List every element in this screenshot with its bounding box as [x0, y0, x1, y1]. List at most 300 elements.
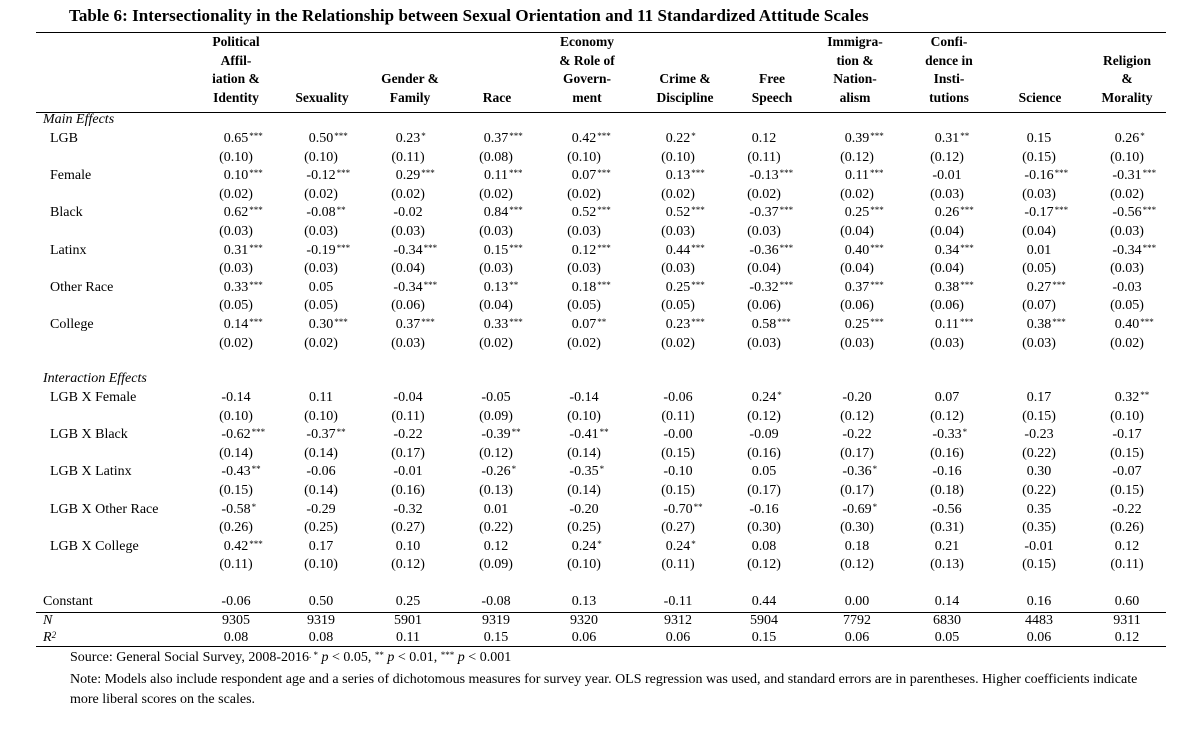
column-header-line: tutions: [929, 89, 969, 105]
se-cell: (0.07): [1022, 298, 1056, 314]
se-cell: (0.03): [304, 224, 338, 239]
se-cell: (0.03): [747, 335, 781, 351]
n-cell: 9311: [1113, 613, 1141, 628]
significance-stars: **: [374, 650, 384, 660]
se-cell: (0.10): [567, 149, 601, 165]
se-cell: (0.12): [930, 149, 964, 165]
se-cell: (0.03): [930, 186, 964, 202]
coef-cell: 0.84***: [483, 205, 523, 221]
coef-cell: 0.29***: [395, 168, 435, 184]
constant-cell: 0.14: [934, 594, 960, 609]
se-cell: (0.03): [219, 261, 253, 277]
coef-cell: 0.37***: [483, 131, 523, 146]
se-cell: (0.04): [391, 261, 425, 277]
se-cell: (0.12): [479, 445, 513, 461]
coef-cell: -0.16: [749, 501, 779, 517]
column-header-line: Govern-: [563, 71, 611, 86]
se-cell: (0.13): [479, 483, 513, 498]
se-cell: (0.03): [1110, 224, 1144, 239]
column-header: [467, 89, 527, 108]
coef-cell: 0.65***: [223, 131, 263, 146]
se-cell: (0.12): [747, 557, 781, 573]
n-cell: 5904: [750, 613, 778, 628]
coef-cell: 0.11***: [484, 168, 523, 184]
column-header-line: alism: [839, 89, 871, 105]
coef-cell: -0.33*: [932, 427, 968, 443]
coef-cell: 0.24*: [571, 538, 602, 554]
se-cell: (0.03): [391, 224, 425, 239]
r2-cell: 0.08: [223, 630, 249, 645]
coef-cell: 0.10***: [223, 168, 263, 184]
coef-cell: -0.41**: [569, 427, 609, 443]
se-cell: (0.25): [304, 520, 338, 536]
se-cell: (0.35): [1022, 520, 1056, 536]
coef-cell: -0.34***: [393, 242, 438, 258]
coef-cell: 0.01: [1026, 242, 1052, 258]
source-line: [70, 649, 511, 667]
se-cell: (0.03): [304, 261, 338, 277]
coef-cell: 0.42***: [571, 131, 611, 146]
coef-cell: 0.44***: [665, 242, 705, 258]
coef-cell: 0.52***: [665, 205, 705, 221]
column-header-line: Nation-: [833, 71, 877, 86]
column-header-line: Political: [212, 34, 260, 49]
coef-cell: 0.18***: [571, 279, 611, 295]
coef-cell: -0.34***: [393, 279, 438, 295]
se-cell: (0.11): [661, 408, 695, 424]
coef-cell: -0.19***: [306, 242, 351, 258]
column-header: [196, 33, 276, 107]
coef-cell: -0.22: [393, 427, 423, 443]
section-label: Interaction Effects: [43, 371, 147, 386]
coef-cell: 0.30***: [308, 317, 348, 332]
se-cell: (0.03): [747, 224, 781, 239]
column-header-line: Confi-: [930, 34, 968, 49]
bottom-rule: [36, 646, 1166, 647]
se-cell: (0.11): [219, 557, 253, 573]
coef-cell: 0.11: [309, 390, 333, 405]
coef-cell: 0.27***: [1026, 279, 1066, 295]
coef-cell: -0.23: [1024, 427, 1054, 443]
coef-cell: -0.35*: [569, 464, 605, 480]
n-cell: 9320: [570, 613, 598, 628]
coef-cell: -0.07: [1112, 464, 1142, 480]
se-cell: (0.05): [1110, 298, 1144, 314]
se-cell: (0.10): [1110, 408, 1144, 424]
se-cell: (0.22): [1022, 445, 1056, 461]
se-cell: (0.25): [567, 520, 601, 536]
coef-cell: 0.52***: [571, 205, 611, 221]
se-cell: (0.11): [1110, 557, 1144, 573]
column-header: [287, 89, 357, 108]
se-cell: (0.30): [840, 520, 874, 536]
row-label: College: [50, 317, 94, 332]
se-cell: (0.30): [747, 520, 781, 536]
n-cell: 5901: [394, 613, 422, 628]
coef-cell: 0.12: [751, 131, 777, 146]
se-cell: (0.12): [840, 408, 874, 424]
coef-cell: 0.05: [751, 464, 777, 480]
r2-cell: 0.12: [1114, 630, 1140, 645]
se-cell: (0.04): [930, 224, 964, 239]
se-cell: (0.15): [219, 483, 253, 498]
n-cell: 9312: [664, 613, 692, 628]
significance-text: p < 0.001: [457, 650, 512, 665]
coef-cell: -0.70**: [663, 501, 703, 517]
column-header-line: Free: [759, 71, 785, 86]
se-cell: (0.11): [391, 149, 425, 165]
r2-cell: 0.06: [844, 630, 870, 645]
se-cell: (0.03): [219, 224, 253, 239]
n-cell: 9319: [307, 613, 335, 628]
se-cell: (0.22): [1022, 483, 1056, 498]
column-header-line: Speech: [751, 89, 793, 105]
coef-cell: 0.31***: [223, 242, 263, 258]
coef-cell: 0.14***: [223, 317, 263, 332]
se-cell: (0.04): [930, 261, 964, 277]
se-cell: (0.11): [391, 408, 425, 424]
se-cell: (0.04): [747, 261, 781, 277]
se-cell: (0.16): [747, 445, 781, 461]
coef-cell: -0.01: [932, 168, 962, 184]
row-label: LGB X Latinx: [50, 464, 132, 480]
se-cell: (0.12): [930, 408, 964, 424]
coef-cell: -0.01: [393, 464, 423, 480]
se-cell: (0.15): [661, 483, 695, 498]
column-header-line: Economy: [560, 34, 614, 49]
se-cell: (0.10): [304, 408, 338, 424]
significance-text: p < 0.05,: [321, 650, 375, 665]
coef-cell: 0.13**: [483, 279, 519, 295]
column-header-line: Family: [389, 89, 431, 105]
se-cell: (0.15): [1110, 483, 1144, 498]
coef-cell: 0.50***: [308, 131, 348, 146]
row-label: LGB X Black: [50, 427, 128, 443]
se-cell: (0.17): [391, 445, 425, 461]
coef-cell: 0.07: [934, 390, 960, 405]
coef-cell: -0.26*: [481, 464, 517, 480]
se-cell: (0.03): [661, 261, 695, 277]
coef-cell: 0.18: [844, 538, 870, 554]
column-header-line: &: [1121, 71, 1133, 86]
se-cell: (0.26): [219, 520, 253, 536]
row-label: LGB X Female: [50, 390, 137, 405]
coef-cell: -0.58*: [221, 501, 257, 517]
column-header: [1087, 52, 1167, 108]
column-header-line: iation &: [212, 71, 260, 86]
coef-cell: 0.30: [1026, 464, 1052, 480]
constant-cell: 0.13: [571, 594, 597, 609]
se-cell: (0.02): [304, 335, 338, 351]
se-cell: (0.02): [391, 186, 425, 202]
coef-cell: 0.34***: [934, 242, 974, 258]
constant-cell: 0.50: [308, 594, 334, 609]
coef-cell: 0.23*: [395, 131, 426, 146]
coef-cell: 0.37***: [844, 279, 884, 295]
column-header-line: Gender &: [381, 71, 439, 86]
se-cell: (0.02): [304, 186, 338, 202]
coef-cell: -0.56: [932, 501, 962, 517]
table-note: Note: Models also include respondent age and a series of dichotomous measures for survey year. OLS regression was used, and standard errors are in parentheses. Higher coefficients indicate more liberal scores on the scales.: [70, 672, 1138, 707]
coef-cell: -0.34***: [1112, 242, 1157, 258]
se-cell: (0.03): [479, 261, 513, 277]
coef-cell: -0.20: [569, 501, 599, 517]
se-cell: (0.13): [930, 557, 964, 573]
coef-cell: 0.25***: [665, 279, 705, 295]
coef-cell: 0.15***: [483, 242, 523, 258]
coef-cell: -0.00: [663, 427, 693, 443]
coef-cell: 0.12: [483, 538, 509, 554]
constant-label: Constant: [43, 594, 93, 609]
coef-cell: 0.25***: [844, 317, 884, 332]
significance-text: p < 0.01,: [387, 650, 441, 665]
coef-cell: -0.31***: [1112, 168, 1157, 184]
se-cell: (0.10): [219, 149, 253, 165]
coef-cell: 0.12: [1114, 538, 1140, 554]
column-header-line: Sexuality: [295, 89, 349, 105]
se-cell: (0.15): [1022, 149, 1056, 165]
stats-rule: [36, 612, 1166, 613]
se-cell: (0.10): [219, 408, 253, 424]
r2-cell: 0.15: [751, 630, 777, 645]
r2-cell: 0.15: [483, 630, 509, 645]
se-cell: (0.10): [304, 149, 338, 165]
coef-cell: 0.11***: [935, 317, 974, 332]
se-cell: (0.02): [840, 186, 874, 202]
se-cell: (0.14): [567, 445, 601, 461]
coef-cell: -0.16***: [1024, 168, 1069, 184]
coef-cell: -0.01: [1024, 538, 1054, 554]
se-cell: (0.03): [661, 224, 695, 239]
column-header-line: Crime &: [659, 71, 711, 86]
coef-cell: -0.17: [1112, 427, 1142, 443]
se-cell: (0.14): [304, 445, 338, 461]
source-separator: .: [308, 650, 314, 660]
se-cell: (0.16): [391, 483, 425, 498]
se-cell: (0.02): [219, 335, 253, 351]
coef-cell: 0.37***: [395, 317, 435, 332]
se-cell: (0.03): [1110, 261, 1144, 277]
se-cell: (0.15): [1110, 445, 1144, 461]
se-cell: (0.09): [479, 557, 513, 573]
column-header: [815, 33, 895, 107]
se-cell: (0.10): [304, 557, 338, 573]
se-cell: (0.02): [1110, 335, 1144, 351]
se-cell: (0.27): [661, 520, 695, 536]
coef-cell: -0.43**: [221, 464, 261, 480]
constant-cell: 0.25: [395, 594, 421, 609]
coef-cell: 0.10: [395, 538, 421, 554]
coef-cell: 0.07**: [571, 317, 607, 332]
coef-cell: -0.04: [393, 390, 423, 405]
coef-cell: -0.05: [481, 390, 511, 405]
coef-cell: 0.32**: [1114, 390, 1150, 405]
se-cell: (0.03): [840, 335, 874, 351]
significance-stars: *: [313, 650, 318, 660]
se-cell: (0.14): [304, 483, 338, 498]
header-rule: [36, 112, 1166, 113]
se-cell: (0.05): [304, 298, 338, 314]
coef-cell: -0.09: [749, 427, 779, 443]
coef-cell: 0.07***: [571, 168, 611, 184]
constant-cell: 0.44: [751, 594, 777, 609]
se-cell: (0.03): [479, 224, 513, 239]
se-cell: (0.02): [567, 335, 601, 351]
constant-cell: 0.60: [1114, 594, 1140, 609]
coef-cell: 0.11***: [845, 168, 884, 184]
se-cell: (0.26): [1110, 520, 1144, 536]
se-cell: (0.03): [1022, 186, 1056, 202]
se-cell: (0.02): [747, 186, 781, 202]
se-cell: (0.03): [391, 335, 425, 351]
column-header: [1010, 89, 1070, 108]
se-cell: (0.06): [747, 298, 781, 314]
se-cell: (0.17): [840, 445, 874, 461]
se-cell: (0.05): [567, 298, 601, 314]
column-header-line: Race: [482, 89, 512, 105]
row-label: Latinx: [50, 242, 87, 258]
coef-cell: 0.24*: [665, 538, 696, 554]
se-cell: (0.05): [661, 298, 695, 314]
se-cell: (0.02): [661, 186, 695, 202]
coef-cell: 0.13***: [665, 168, 705, 184]
column-header: [370, 70, 450, 107]
n-cell: 6830: [933, 613, 961, 628]
coef-cell: 0.05: [308, 279, 334, 295]
constant-cell: 0.00: [844, 594, 870, 609]
r2-cell: 0.11: [396, 630, 420, 645]
se-cell: (0.18): [930, 483, 964, 498]
coef-cell: -0.14: [569, 390, 599, 405]
se-cell: (0.10): [567, 408, 601, 424]
row-label: Other Race: [50, 279, 114, 295]
constant-cell: -0.06: [221, 594, 251, 609]
se-cell: (0.03): [567, 261, 601, 277]
coef-cell: 0.15: [1026, 131, 1052, 146]
row-label: LGB X Other Race: [50, 501, 159, 517]
column-header-line: tion &: [836, 52, 874, 68]
se-cell: (0.17): [840, 483, 874, 498]
coef-cell: 0.40***: [844, 242, 884, 258]
column-header: [909, 33, 989, 107]
se-cell: (0.10): [1110, 149, 1144, 165]
n-cell: 7792: [843, 613, 871, 628]
coef-cell: -0.39**: [481, 427, 521, 443]
column-header-line: Insti-: [933, 71, 965, 86]
coef-cell: -0.32***: [749, 279, 794, 295]
coef-cell: -0.56***: [1112, 205, 1157, 221]
coef-cell: -0.32: [393, 501, 423, 517]
significance-stars: ***: [440, 650, 455, 660]
se-cell: (0.11): [747, 149, 781, 165]
constant-cell: -0.08: [481, 594, 511, 609]
se-cell: (0.04): [840, 224, 874, 239]
coef-cell: 0.33***: [483, 317, 523, 332]
row-label: Black: [50, 205, 83, 221]
coef-cell: -0.13***: [749, 168, 794, 184]
source-text: Source: General Social Survey, 2008-2016: [70, 650, 309, 665]
r2-cell: 0.06: [665, 630, 691, 645]
coef-cell: 0.25***: [844, 205, 884, 221]
coef-cell: -0.22: [842, 427, 872, 443]
coef-cell: 0.33***: [223, 279, 263, 295]
column-header-line: Morality: [1101, 89, 1153, 105]
coef-cell: -0.06: [663, 390, 693, 405]
se-cell: (0.12): [840, 557, 874, 573]
column-header: [737, 70, 807, 107]
constant-cell: 0.16: [1026, 594, 1052, 609]
se-cell: (0.12): [840, 149, 874, 165]
se-cell: (0.06): [930, 298, 964, 314]
se-cell: (0.15): [661, 445, 695, 461]
se-cell: (0.03): [567, 224, 601, 239]
r2-cell: 0.05: [934, 630, 960, 645]
coef-cell: 0.17: [308, 538, 334, 554]
se-cell: (0.17): [747, 483, 781, 498]
coef-cell: -0.10: [663, 464, 693, 480]
coef-cell: 0.38***: [934, 279, 974, 295]
coef-cell: -0.22: [1112, 501, 1142, 517]
coef-cell: 0.23***: [665, 317, 705, 332]
coef-cell: 0.38***: [1026, 317, 1066, 332]
coef-cell: -0.36*: [842, 464, 878, 480]
coef-cell: -0.06: [306, 464, 336, 480]
coef-cell: 0.24*: [751, 390, 782, 405]
se-cell: (0.27): [391, 520, 425, 536]
coef-cell: 0.40***: [1114, 317, 1154, 332]
se-cell: (0.04): [840, 261, 874, 277]
coef-cell: -0.12***: [306, 168, 351, 184]
coef-cell: -0.08**: [306, 205, 346, 221]
r2-cell: 0.08: [308, 630, 334, 645]
se-cell: (0.12): [391, 557, 425, 573]
coef-cell: -0.02: [393, 205, 423, 221]
se-cell: (0.10): [661, 149, 695, 165]
coef-cell: 0.22*: [665, 131, 696, 146]
coef-cell: 0.01: [483, 501, 509, 517]
se-cell: (0.06): [840, 298, 874, 314]
se-cell: (0.04): [479, 298, 513, 314]
coef-cell: -0.36***: [749, 242, 794, 258]
coef-cell: -0.16: [932, 464, 962, 480]
se-cell: (0.02): [567, 186, 601, 202]
se-cell: (0.08): [479, 149, 513, 165]
coef-cell: -0.37***: [749, 205, 794, 221]
se-cell: (0.12): [747, 408, 781, 424]
se-cell: (0.02): [219, 186, 253, 202]
se-cell: (0.02): [1110, 186, 1144, 202]
coef-cell: -0.37**: [306, 427, 346, 443]
column-header-line: Science: [1018, 89, 1062, 105]
se-cell: (0.14): [567, 483, 601, 498]
se-cell: (0.15): [1022, 408, 1056, 424]
coef-cell: -0.14: [221, 390, 251, 405]
se-cell: (0.04): [1022, 224, 1056, 239]
r2-label: $R^2$: [43, 630, 57, 645]
coef-cell: 0.58***: [751, 317, 791, 332]
row-label: LGB X College: [50, 538, 139, 554]
coef-cell: 0.62***: [223, 205, 263, 221]
section-label: Main Effects: [43, 112, 115, 127]
column-header-line: dence in: [925, 52, 973, 68]
se-cell: (0.06): [391, 298, 425, 314]
coef-cell: -0.29: [306, 501, 336, 517]
coef-cell: 0.26*: [1114, 131, 1145, 146]
coef-cell: -0.20: [842, 390, 872, 405]
column-header-line: & Role of: [559, 52, 615, 68]
se-cell: (0.16): [930, 445, 964, 461]
coef-cell: 0.08: [751, 538, 777, 554]
